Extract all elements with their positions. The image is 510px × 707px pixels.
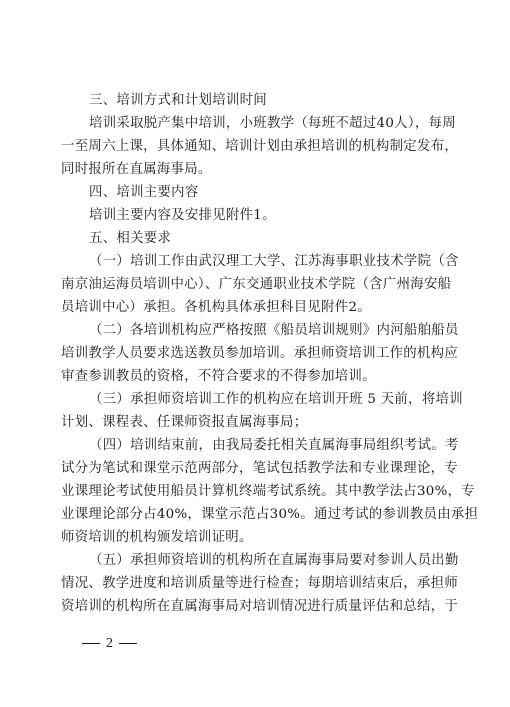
paragraph-line: 试分为笔试和课堂示范两部分，笔试包括教学法和专业课理论，专 <box>61 461 459 476</box>
paragraph-line: （三）承担师资培训工作的机构应在培训开班 5 天前，将培训 <box>89 392 463 407</box>
page-number: 2 <box>106 636 113 651</box>
paragraph-line: 一至周六上课，具体通知、培训计划由承担培训的机构制定发布， <box>61 139 459 154</box>
paragraph-line: 南京油运海员培训中心）、广东交通职业技术学院（含广州海安船 <box>61 277 452 292</box>
section-heading-5: 五、相关要求 <box>89 231 172 246</box>
paragraph-line: （二）各培训机构应严格按照《船员培训规则》内河船舶船员 <box>89 323 459 338</box>
paragraph-line: （四）培训结束前，由我局委托相关直属海事局组织考试。考 <box>89 438 459 453</box>
section-heading-4: 四、培训主要内容 <box>89 185 199 200</box>
paragraph-line: 师资培训的机构颁发培训证明。 <box>61 530 253 545</box>
paragraph-line: （五）承担师资培训的机构所在直属海事局要对参训人员出勤 <box>89 553 459 568</box>
paragraph-line: 培训采取脱产集中培训，小班教学（每班不超过40人），每周 <box>89 116 456 131</box>
paragraph-line: 业课理论考试使用船员计算机终端考试系统。其中教学法占30%，专 <box>61 484 475 499</box>
footer-dash-right <box>119 643 137 644</box>
paragraph-line: 业课理论部分占40%，课堂示范占30%。通过考试的参训教员由承担 <box>61 507 479 522</box>
paragraph-line: 资培训的机构所在直属海事局对培训情况进行质量评估和总结，于 <box>61 599 459 614</box>
paragraph-line: 培训教学人员要求选送教员参加培训。承担师资培训工作的机构应 <box>61 346 459 361</box>
footer-dash-left <box>82 643 100 644</box>
paragraph-line: 情况、教学进度和培训质量等进行检查；每期培训结束后，承担师 <box>61 576 459 591</box>
paragraph-line: 培训主要内容及安排见附件1。 <box>89 208 276 223</box>
paragraph-line: 计划、课程表、任课师资报直属海事局； <box>61 415 308 430</box>
section-heading-3: 三、培训方式和计划培训时间 <box>89 93 267 108</box>
paragraph-line: （一）培训工作由武汉理工大学、江苏海事职业技术学院（含 <box>89 254 459 269</box>
page-number-footer <box>76 634 143 653</box>
paragraph-line: 审查参训教员的资格，不符合要求的不得参加培训。 <box>61 369 376 384</box>
paragraph-line: 同时报所在直属海事局。 <box>61 162 212 177</box>
paragraph-line: 员培训中心）承担。各机构具体承担科目见附件2。 <box>61 300 372 315</box>
document-body <box>61 89 479 618</box>
